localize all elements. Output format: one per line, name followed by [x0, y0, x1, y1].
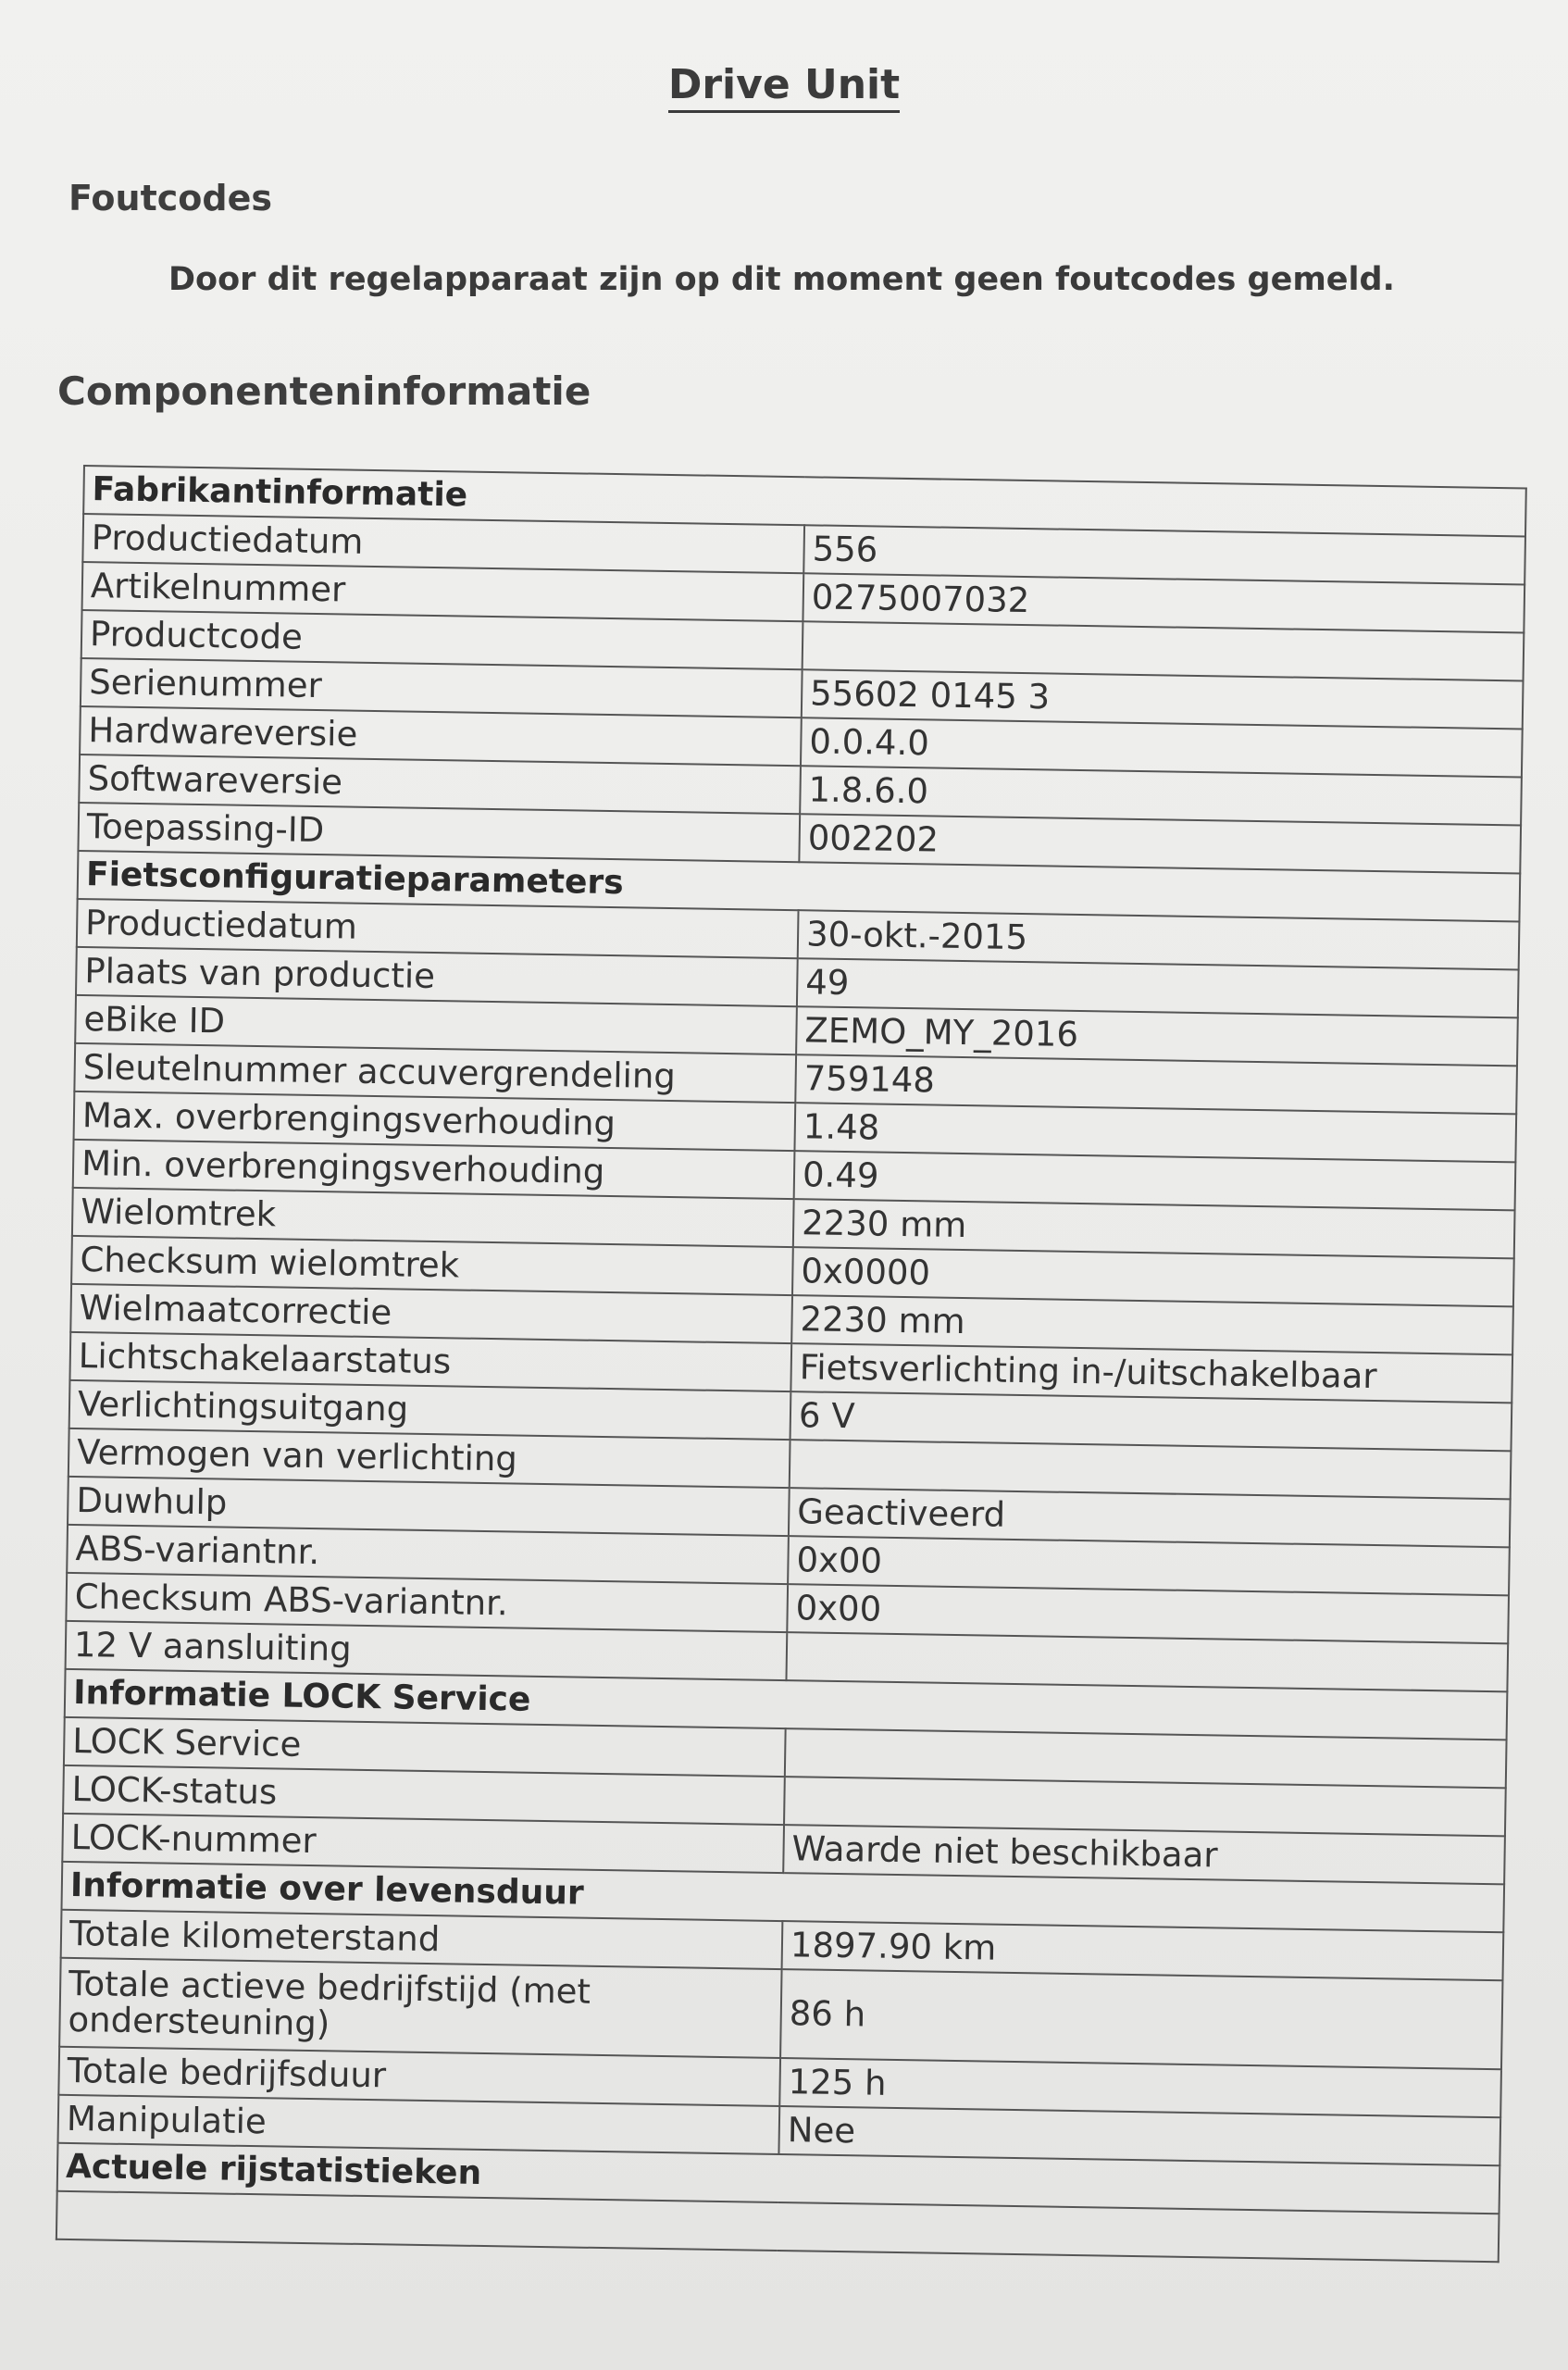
- row-label: ABS-variantnr.: [67, 1525, 789, 1584]
- row-label: LOCK Service: [64, 1717, 786, 1777]
- row-label: Plaats van productie: [76, 947, 798, 1006]
- row-value: 002202: [799, 814, 1521, 873]
- row-value: 6 V: [790, 1391, 1512, 1451]
- row-value: 2230 mm: [793, 1199, 1515, 1258]
- row-label: Manipulatie: [58, 2095, 780, 2154]
- row-label: Productcode: [81, 610, 803, 669]
- row-value: 0x00: [788, 1536, 1510, 1595]
- row-label: Totale kilometerstand: [61, 1910, 783, 1969]
- row-label: Toepassing-ID: [78, 803, 800, 862]
- row-value: 55602 0145 3: [802, 669, 1524, 729]
- section-title: Fabrikantinformatie: [83, 466, 1526, 536]
- row-value: 0275007032: [803, 573, 1524, 632]
- row-label: Totale bedrijfsduur: [58, 2047, 780, 2106]
- foutcodes-message: Door dit regelapparaat zijn op dit moment geen foutcodes gemeld.: [168, 261, 1395, 298]
- row-value: 1897.90 km: [782, 1921, 1504, 1980]
- row-value: 125 h: [779, 2058, 1501, 2117]
- row-label: Checksum wielomtrek: [71, 1236, 793, 1295]
- row-value: 0.0.4.0: [801, 717, 1523, 777]
- row-label: Checksum ABS-variantnr.: [66, 1573, 788, 1632]
- row-value: 1.48: [794, 1103, 1516, 1162]
- component-info-table-wrapper: [56, 465, 1546, 2264]
- section-title: Fietsconfiguratieparameters: [78, 851, 1521, 921]
- row-label: Softwareversie: [79, 755, 801, 814]
- row-label: Wielmaatcorrectie: [70, 1284, 792, 1343]
- row-label: Verlichtingsuitgang: [69, 1380, 791, 1440]
- row-value: Geactiveerd: [789, 1488, 1511, 1547]
- componenteninformatie-heading: Componenteninformatie: [57, 368, 591, 414]
- section-title: Informatie LOCK Service: [65, 1669, 1508, 1740]
- row-value: Fietsverlichting in-/uitschakelbaar: [790, 1343, 1512, 1403]
- row-label: LOCK-nummer: [62, 1814, 784, 1873]
- row-value: Waarde niet beschikbaar: [783, 1825, 1505, 1884]
- page-title: Drive Unit: [0, 61, 1568, 108]
- row-label: Max. overbrengingsverhouding: [74, 1091, 796, 1151]
- row-value: 86 h: [780, 1969, 1502, 2069]
- row-label: Serienummer: [81, 658, 803, 717]
- component-info-table: [56, 465, 1527, 2263]
- foutcodes-heading: Foutcodes: [68, 178, 272, 218]
- row-value: 30-okt.-2015: [798, 910, 1520, 969]
- row-label: Lichtschakelaarstatus: [69, 1332, 791, 1391]
- row-label: Productiedatum: [77, 899, 799, 958]
- section-title: Actuele rijstatistieken: [57, 2143, 1500, 2214]
- row-label: Sleutelnummer accuvergrendeling: [74, 1043, 796, 1103]
- row-label: 12 V aansluiting: [66, 1621, 788, 1680]
- row-label: Wielomtrek: [72, 1188, 794, 1247]
- row-value: 556: [803, 525, 1525, 584]
- row-value: 0x0000: [792, 1247, 1514, 1306]
- row-label: Totale actieve bedrijfstijd (met ondersteuning): [59, 1958, 781, 2058]
- row-label: eBike ID: [75, 995, 797, 1054]
- row-value: 2230 mm: [791, 1295, 1513, 1354]
- row-value: ZEMO_MY_2016: [796, 1006, 1518, 1066]
- row-label: Min. overbrengingsverhouding: [73, 1140, 795, 1199]
- section-title: Informatie over levensduur: [61, 1862, 1504, 1932]
- row-label: Productiedatum: [82, 514, 804, 573]
- row-value: 1.8.6.0: [800, 766, 1522, 825]
- row-value: 0.49: [794, 1151, 1516, 1210]
- row-label: Hardwareversie: [80, 706, 802, 766]
- row-label: Artikelnummer: [82, 562, 804, 621]
- row-value: Nee: [778, 2106, 1500, 2165]
- row-label: Duwhulp: [68, 1477, 790, 1536]
- row-label: Vermogen van verlichting: [68, 1428, 790, 1488]
- row-label: LOCK-status: [63, 1765, 785, 1825]
- row-value: 759148: [795, 1054, 1517, 1114]
- row-value: 49: [797, 958, 1519, 1017]
- row-value: 0x00: [787, 1584, 1509, 1643]
